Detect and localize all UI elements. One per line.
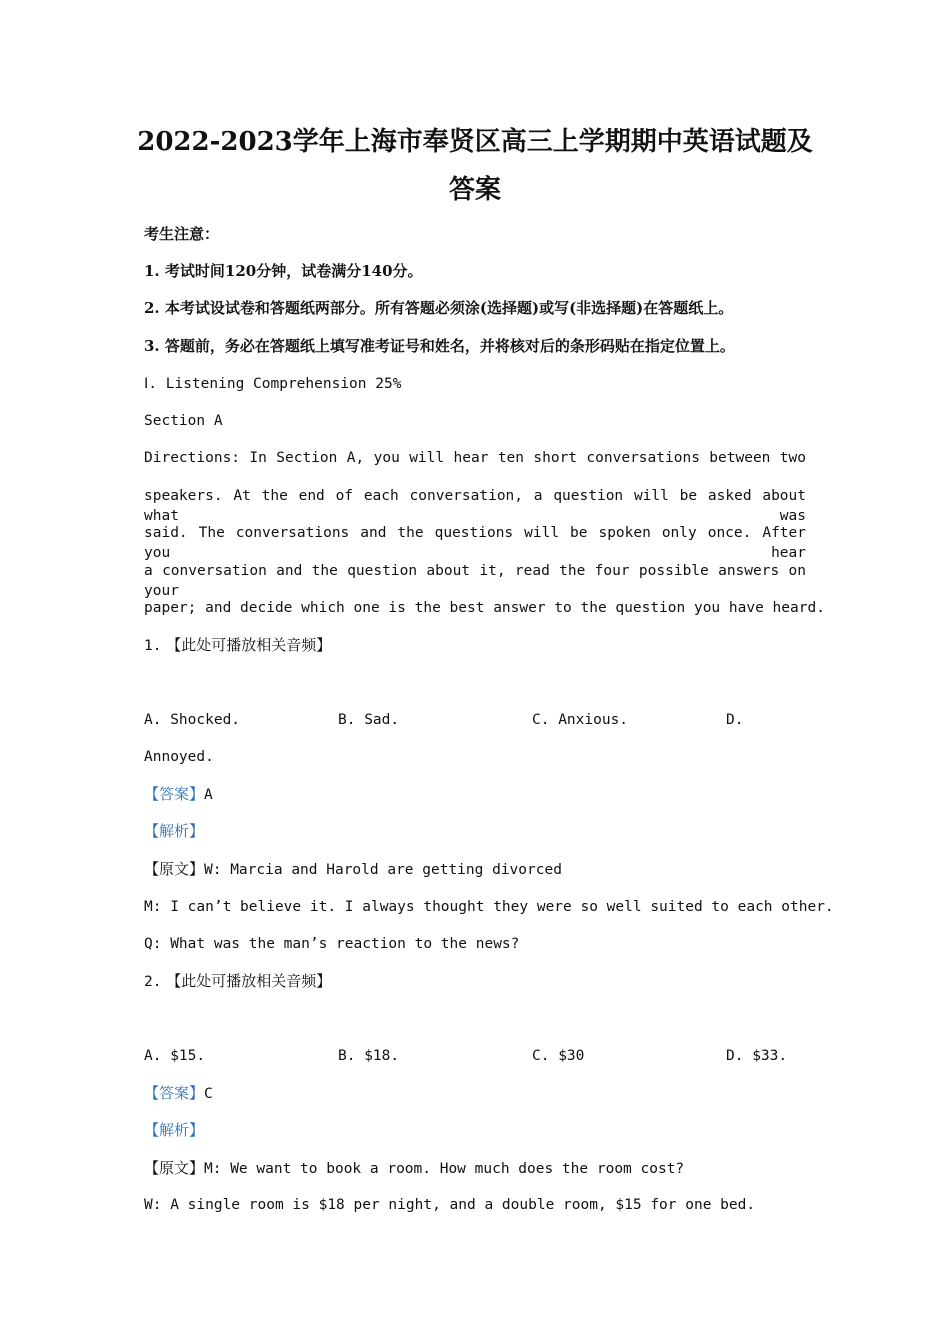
notice-item-3: 3. 答题前，务必在答题纸上填写准考证号和姓名，并将核对后的条形码贴在指定位置上。 [144,337,735,355]
directions-line-4: a conversation and the question about it, read the four possible answers on your [144,563,806,599]
directions-line-5: paper; and decide which one is the best answer to the question you have heard. [144,600,825,616]
answer-value: C [204,1086,213,1102]
notice-item-2: 2. 本考试设试卷和答题纸两部分。所有答题必须涂(选择题)或写(非选择题)在答题纸上。 [144,299,734,317]
option-c: C. Anxious. [532,712,629,728]
notice-heading: 考生注意： [144,225,220,243]
part-heading: Ⅰ. Listening Comprehension 25% [144,376,402,392]
transcript-tag: 【原文】 [144,1159,205,1177]
option-c: C. $30 [532,1048,585,1064]
document-title: 2022-2023学年上海市奉贤区高三上学期期中英语试题及答案 [137,127,813,205]
analysis-tag: 【解析】 [144,1121,205,1139]
notice-item-1: 1. 考试时间120分钟，试卷满分140分。 [144,262,423,280]
transcript-line: Q: What was the man’s reaction to the news? [144,936,520,952]
transcript-line: W: A single room is $18 per night, and a double room, $15 for one bed. [144,1197,756,1213]
section-heading: Section A [144,413,223,429]
answer-tag: 【答案】 [144,1084,205,1102]
answer-tag: 【答案】 [144,785,205,803]
option-a: A. Shocked. [144,712,241,728]
question-1 [144,635,331,656]
option-d: D. $33. [726,1048,788,1064]
option-b: B. Sad. [338,712,400,728]
directions-line-1: Directions: In Section A, you will hear ten short conversations between two [144,450,806,466]
directions-line-3: said. The conversations and the questions will be spoken only once. After you hear [144,525,806,561]
option-d-text: Annoyed. [144,749,214,765]
audio-placeholder[interactable]: 【此处可播放相关音频】 [166,636,332,654]
answer-row [144,784,213,805]
option-b: B. $18. [338,1048,400,1064]
transcript-line: M: I can’t believe it. I always thought they were so well suited to each other. [144,899,834,915]
analysis-tag: 【解析】 [144,822,205,840]
directions-line-2: speakers. At the end of each conversation, a question will be asked about what was [144,488,806,524]
answer-row [144,1083,213,1104]
audio-placeholder[interactable]: 【此处可播放相关音频】 [166,972,332,990]
question-2 [144,971,331,992]
question-number: 1. [144,638,162,654]
option-d: D. [726,712,744,728]
transcript-line: M: We want to book a room. How much does the room cost? [204,1161,685,1177]
question-number: 2. [144,974,162,990]
transcript-line: W: Marcia and Harold are getting divorced [204,862,562,878]
transcript-row [144,1158,684,1179]
transcript-tag: 【原文】 [144,860,205,878]
option-a: A. $15. [144,1048,206,1064]
transcript-row [144,859,562,880]
answer-value: A [204,787,213,803]
